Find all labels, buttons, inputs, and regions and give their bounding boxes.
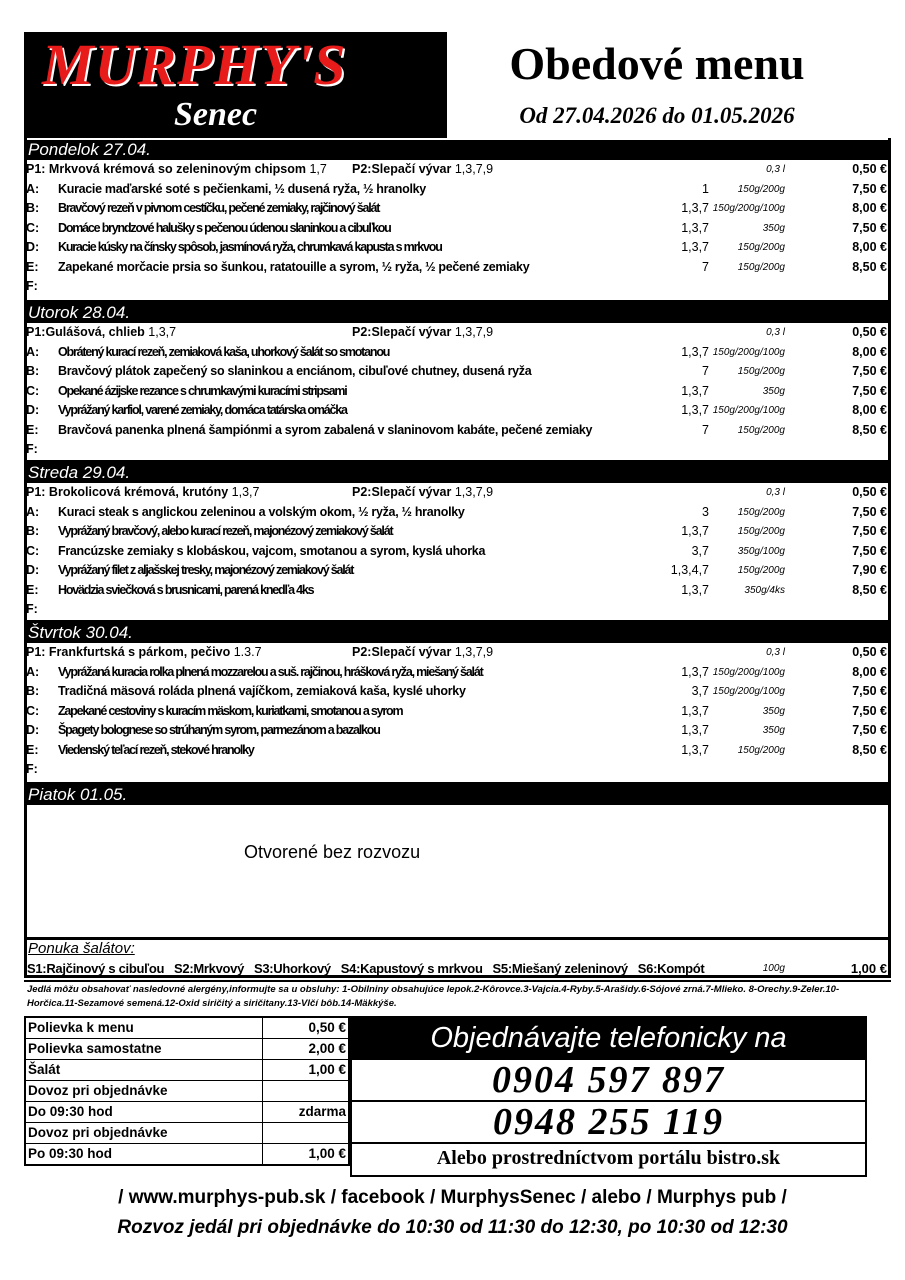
item-weight: 350g — [762, 725, 785, 736]
soup1: P1: Mrkvová krémová so zeleninovým chipsom 1,7 — [26, 162, 327, 176]
item-price: 7,50 € — [852, 543, 887, 558]
item-allergens: 3,7 — [691, 543, 709, 558]
allergens-note: Jedlá môžu obsahovať nasledovné alergény,informujte sa u obsluhy: 1-Obilniny obsahujúce lepok.2-Kôrovce.3-Vajcia.4-Ryby.5-Arašidy.6-Sójové zrná.7-Mlieko. 8-Orechy.9-Zeler.10-Horčica.11-Sezamové semená.12-Oxid siričitý a siričitany.13-Vlčí bôb.14-Mäkkýše. — [27, 984, 840, 1009]
item-name: Vyprážaný karfiol, varené zemiaky, domáca tatárska omáčka — [58, 403, 347, 417]
day-section — [24, 620, 891, 780]
menu-item — [24, 760, 891, 780]
footer-links[interactable]: / www.murphys-pub.sk / facebook / MurphysSenec / alebo / Murphys pub / — [118, 1187, 787, 1208]
item-price: 8,50 € — [852, 742, 887, 757]
item-allergens: 1,3,7 — [681, 344, 709, 359]
item-weight: 150g/200g/100g — [712, 686, 785, 697]
menu-item — [24, 682, 891, 702]
murphys-logo — [24, 32, 447, 138]
price-row — [25, 1144, 349, 1166]
menu-item — [24, 180, 891, 200]
item-name: Kuracie kúsky na čínsky spôsob, jasmínová ryža, chrumkavá kapusta s mrkvou — [58, 240, 442, 254]
salad-row — [24, 958, 891, 980]
price-value — [263, 1081, 349, 1102]
item-allergens: 7 — [702, 259, 709, 274]
item-allergens: 1,3,7 — [681, 582, 709, 597]
price-label: Po 09:30 hod — [25, 1144, 263, 1166]
item-allergens: 1 — [702, 181, 709, 196]
menu-item — [24, 421, 891, 441]
item-allergens: 1,3,7 — [681, 240, 709, 254]
item-weight: 350g — [762, 705, 785, 717]
item-letter: F: — [26, 762, 38, 776]
portal-link[interactable]: Alebo prostredníctvom portálu bistro.sk — [436, 1147, 781, 1169]
price-value: 1,00 € — [263, 1144, 349, 1166]
item-price: 8,50 € — [852, 422, 887, 437]
item-letter: B: — [26, 364, 40, 378]
menu-item — [24, 663, 891, 683]
item-weight: 150g/200g — [737, 744, 785, 756]
item-weight: 150g/200g — [737, 506, 785, 518]
date-range: Od 27.04.2026 do 01.05.2026 — [519, 103, 795, 128]
item-allergens: 1,3,7 — [681, 742, 709, 757]
item-weight: 150g/200g — [737, 366, 785, 377]
soup1: P1: Frankfurtská s párkom, pečivo 1.3.7 — [26, 645, 262, 659]
price-row — [25, 1039, 349, 1060]
price-label: Do 09:30 hod — [25, 1102, 263, 1123]
item-letter: A: — [26, 181, 40, 196]
item-letter: D: — [26, 723, 40, 737]
item-name: Bravčová panenka plnená šampiónmi a syrom zabalená v slaninovom kabáte, pečené zemiaky — [58, 422, 593, 437]
menu-item — [24, 721, 891, 741]
item-allergens: 3 — [702, 504, 709, 519]
item-allergens: 1,3,7 — [681, 723, 709, 737]
item-weight: 350g — [762, 385, 785, 397]
day-heading: Piatok 01.05. — [24, 785, 891, 805]
item-allergens: 7 — [702, 364, 709, 378]
menu-item — [24, 219, 891, 239]
day-section — [24, 460, 891, 620]
salad-price: 1,00 € — [850, 961, 887, 976]
item-name: Zapekané morčacie prsia so šunkou, ratatouille a syrom, ½ ryža, ½ pečené zemiaky — [58, 259, 530, 274]
item-weight: 150g/200g/100g — [712, 405, 785, 416]
item-name: Opekané ázijske rezance s chrumkavými kuracími stripsami — [58, 383, 347, 398]
item-name: Francúzske zemiaky s klobáskou, vajcom, smotanou a syrom, kyslá uhorka — [58, 543, 486, 558]
item-price: 7,50 € — [852, 364, 887, 378]
soup-row — [24, 483, 891, 503]
item-weight: 150g/200g — [737, 565, 785, 576]
soup-row — [24, 323, 891, 343]
item-weight: 150g/200g — [737, 183, 785, 195]
item-letter: D: — [26, 563, 40, 577]
menu-item — [24, 343, 891, 363]
day-section — [24, 140, 891, 297]
price-row — [25, 1081, 349, 1102]
item-price: 7,50 € — [852, 524, 887, 538]
item-letter: B: — [26, 684, 40, 698]
price-value: 0,50 € — [263, 1017, 349, 1039]
soup1: P1:Gulášová, chlieb 1,3,7 — [26, 325, 177, 339]
price-row — [25, 1123, 349, 1144]
item-price: 8,00 € — [852, 664, 887, 679]
price-value: zdarma — [263, 1102, 349, 1123]
menu-item — [24, 382, 891, 402]
item-letter: E: — [26, 259, 39, 274]
item-price: 7,50 € — [852, 504, 887, 519]
item-letter: D: — [26, 240, 40, 254]
item-weight: 150g/200g/100g — [712, 346, 785, 358]
item-allergens: 1,3,7 — [681, 403, 709, 417]
price-label: Polievka samostatne — [25, 1039, 263, 1060]
soup-row — [24, 643, 891, 663]
item-price: 7,50 € — [852, 181, 887, 196]
price-row — [25, 1017, 349, 1039]
friday-note: Otvorené bez rozvozu — [244, 842, 421, 862]
item-price: 8,50 € — [852, 582, 887, 597]
menu-item — [24, 741, 891, 761]
item-allergens: 1,3,7 — [681, 383, 709, 398]
soup-volume: 0,3 l — [766, 327, 785, 338]
item-price: 8,00 € — [852, 201, 887, 215]
item-name: Špagety bolognese so strúhaným syrom, parmezánom a bazalkou — [58, 723, 380, 737]
menu-item — [24, 503, 891, 523]
price-table — [24, 1016, 350, 1166]
item-weight: 350g/4ks — [744, 584, 785, 596]
item-allergens: 1,3,4,7 — [670, 563, 709, 577]
soup-volume: 0,3 l — [766, 164, 785, 175]
item-name: Vyprážaný filet z aljašskej tresky, majonézový zemiakový šalát — [58, 563, 354, 577]
day-section — [24, 300, 891, 460]
menu-item — [24, 542, 891, 562]
menu-item — [24, 561, 891, 581]
item-weight: 350g — [762, 222, 785, 234]
item-letter: B: — [26, 201, 40, 215]
item-price: 7,50 € — [852, 383, 887, 398]
item-allergens: 1,3,7 — [681, 201, 709, 215]
menu-item — [24, 600, 891, 620]
item-letter: A: — [26, 664, 40, 679]
item-letter: D: — [26, 403, 40, 417]
price-value — [263, 1123, 349, 1144]
soup-price: 0,50 € — [852, 485, 887, 499]
item-weight: 150g/200g/100g — [712, 666, 785, 678]
item-letter: E: — [26, 422, 39, 437]
item-weight: 150g/200g/100g — [712, 203, 785, 214]
item-name: Vyprážaný bravčový, alebo kurací rezeň, majonézový zemiakový šalát — [58, 524, 393, 538]
item-letter: F: — [26, 602, 38, 616]
order-heading: Objednávajte telefonicky na — [350, 1016, 867, 1060]
item-name: Tradičná mäsová roláda plnená vajíčkom, zemiaková kaša, kyslé uhorky — [58, 684, 466, 698]
item-allergens: 1,3,7 — [681, 524, 709, 538]
item-name: Vyprážaná kuracia rolka plnená mozzarelou a suš. rajčinou, hrášková ryža, miešaný šalát — [58, 664, 483, 679]
item-price: 8,00 € — [852, 403, 887, 417]
item-letter: F: — [26, 442, 38, 456]
soup2: P2:Slepačí vývar 1,3,7,9 — [352, 325, 494, 339]
item-letter: A: — [26, 344, 40, 359]
menu-item — [24, 238, 891, 258]
menu-item — [24, 199, 891, 219]
item-name: Zapekané cestoviny s kuracím mäskom, kuriatkami, smotanou a syrom — [58, 703, 403, 718]
salad-section — [24, 937, 891, 982]
price-row — [25, 1102, 349, 1123]
day-heading: Štvrtok 30.04. — [24, 623, 891, 643]
soup2: P2:Slepačí vývar 1,3,7,9 — [352, 485, 494, 499]
soup-price: 0,50 € — [852, 162, 887, 176]
item-name: Viedenský teľací rezeň, stekové hranolky — [58, 742, 254, 757]
salad-heading: Ponuka šalátov: — [28, 940, 135, 957]
menu-item — [24, 581, 891, 601]
phone-2[interactable]: 0948 255 119 — [350, 1102, 867, 1144]
salad-items: S1:Rajčinový s cibuľou S2:Mrkvový S3:Uhorkový S4:Kapustový s mrkvou S5:Miešaný zeleninový S6:Kompót — [27, 961, 705, 976]
item-allergens: 1,3,7 — [681, 664, 709, 679]
item-price: 8,00 € — [852, 344, 887, 359]
soup-price: 0,50 € — [852, 645, 887, 659]
price-label: Šalát — [25, 1060, 263, 1081]
price-label: Polievka k menu — [25, 1017, 263, 1039]
soup2: P2:Slepačí vývar 1,3,7,9 — [352, 162, 494, 176]
item-weight: 350g/100g — [737, 545, 785, 557]
item-price: 7,50 € — [852, 723, 887, 737]
item-name: Hovädzia sviečková s brusnicami, parená knedľa 4ks — [58, 582, 314, 597]
item-letter: C: — [26, 220, 40, 235]
item-letter: B: — [26, 524, 40, 538]
menu-item — [24, 702, 891, 722]
day-heading: Streda 29.04. — [24, 463, 891, 483]
price-label: Dovoz pri objednávke — [25, 1123, 263, 1144]
logo-subtitle: Senec — [174, 96, 258, 133]
item-price: 7,50 € — [852, 703, 887, 718]
logo-text: MURPHY'S — [42, 32, 347, 97]
price-value: 2,00 € — [263, 1039, 349, 1060]
item-weight: 150g/200g — [737, 261, 785, 273]
item-allergens: 3,7 — [691, 684, 709, 698]
menu-item — [24, 277, 891, 297]
soup-volume: 0,3 l — [766, 487, 785, 498]
item-name: Kuraci steak s anglickou zeleninou a volským okom, ½ ryža, ½ hranolky — [58, 504, 465, 519]
item-allergens: 1,3,7 — [681, 703, 709, 718]
price-row — [25, 1060, 349, 1081]
menu-item — [24, 401, 891, 421]
item-price: 7,50 € — [852, 220, 887, 235]
item-weight: 150g/200g — [737, 424, 785, 436]
soup1: P1: Brokolicová krémová, krutóny 1,3,7 — [26, 485, 260, 499]
footer-delivery: Rozvoz jedál pri objednávke do 10:30 od 11:30 do 12:30, po 10:30 od 12:30 — [117, 1217, 788, 1238]
item-letter: F: — [26, 279, 38, 293]
day-heading: Pondelok 27.04. — [24, 140, 891, 160]
menu-item — [24, 522, 891, 542]
item-price: 8,50 € — [852, 259, 887, 274]
day-friday — [24, 782, 891, 805]
item-allergens: 7 — [702, 422, 709, 437]
item-letter: E: — [26, 742, 39, 757]
day-heading: Utorok 28.04. — [24, 303, 891, 323]
price-label: Dovoz pri objednávke — [25, 1081, 263, 1102]
soup-volume: 0,3 l — [766, 647, 785, 658]
item-name: Domáce bryndzové halušky s pečenou údenou slaninkou a cibuľkou — [58, 220, 391, 235]
item-weight: 150g/200g — [737, 526, 785, 537]
salad-weight: 100g — [762, 963, 785, 974]
item-letter: C: — [26, 383, 40, 398]
menu-item — [24, 362, 891, 382]
soup-row — [24, 160, 891, 180]
item-letter: E: — [26, 582, 39, 597]
soup-price: 0,50 € — [852, 325, 887, 339]
item-price: 7,50 € — [852, 684, 887, 698]
menu-item — [24, 258, 891, 278]
item-letter: A: — [26, 504, 40, 519]
page-title: Obedové menu — [509, 38, 805, 89]
price-value: 1,00 € — [263, 1060, 349, 1081]
item-weight: 150g/200g — [737, 242, 785, 253]
soup2: P2:Slepačí vývar 1,3,7,9 — [352, 645, 494, 659]
item-allergens: 1,3,7 — [681, 220, 709, 235]
menu-item — [24, 440, 891, 460]
order-box — [350, 1016, 867, 1172]
item-name: Obrátený kurací rezeň, zemiaková kaša, uhorkový šalát so smotanou — [58, 344, 390, 359]
phone-1[interactable]: 0904 597 897 — [350, 1060, 867, 1102]
item-letter: C: — [26, 703, 40, 718]
item-name: Kuracie maďarské soté s pečienkami, ½ dusená ryža, ½ hranolky — [58, 181, 426, 196]
item-name: Bravčový plátok zapečený so slaninkou a enciánom, cibuľové chutney, dusená ryža — [58, 364, 532, 378]
item-price: 7,90 € — [852, 563, 887, 577]
item-letter: C: — [26, 543, 40, 558]
item-price: 8,00 € — [852, 240, 887, 254]
item-name: Bravčový rezeň v pivnom cestíčku, pečené zemiaky, rajčinový šalát — [58, 201, 380, 215]
